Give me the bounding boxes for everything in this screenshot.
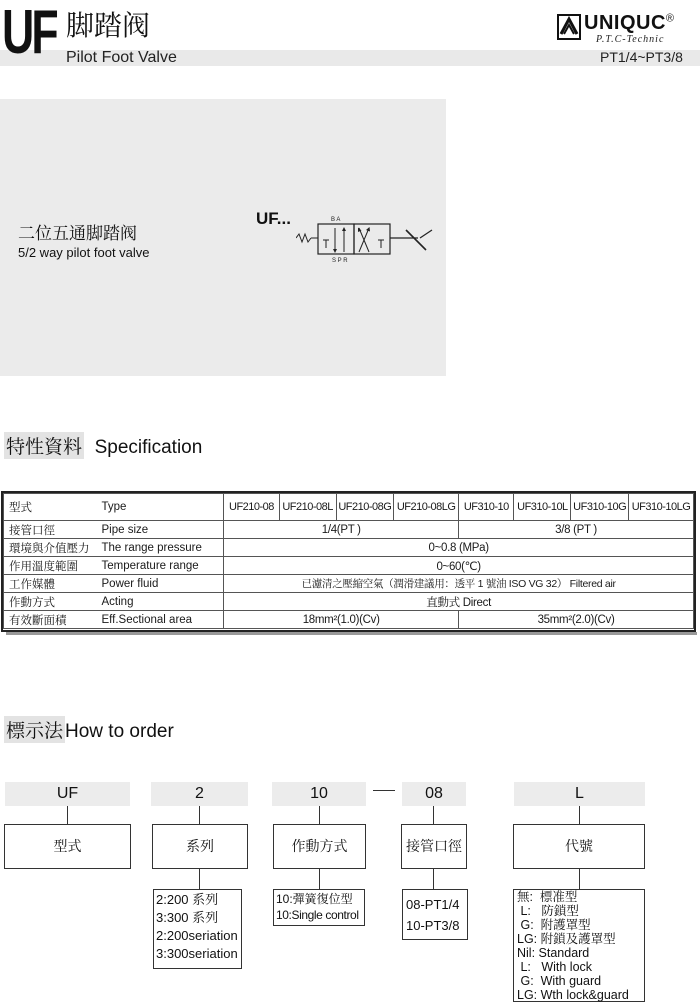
row-label-zh: 有效斷面積 (4, 611, 90, 629)
product-name-english: 5/2 way pilot foot valve (18, 245, 150, 260)
connector-line (319, 806, 320, 824)
valve-symbol-icon (296, 210, 436, 265)
option-item: 3:300seriation (156, 946, 238, 961)
label-pipe-size: 接管口徑 (401, 824, 467, 869)
options-acting (273, 889, 365, 926)
option-item: 10:彈簧復位型 (276, 892, 353, 906)
option-item: LG: 附鎖及護罩型 (517, 932, 616, 946)
option-item: L: With lock (517, 960, 593, 974)
row-label-en: Pipe size (90, 521, 224, 539)
model-cell: UF210-08L (279, 494, 336, 521)
connector-line (433, 806, 434, 824)
connector-line (67, 806, 68, 824)
symbol-label: UF... (256, 209, 291, 228)
option-item: 2:200 系列 (156, 892, 219, 907)
title-english: Pilot Foot Valve (66, 49, 177, 66)
ports-bottom-label: S P R (332, 258, 348, 264)
label-type: 型式 (4, 824, 131, 869)
options-pipe-size (402, 889, 468, 940)
size-range: PT1/4~PT3/8 (600, 49, 683, 65)
brand-registered: ® (665, 12, 675, 25)
row-label-zh: 工作媒體 (4, 575, 90, 593)
option-item: 無: 標准型 (517, 890, 578, 904)
row-label-zh: 接管口徑 (4, 521, 90, 539)
option-item: 10:Single control (276, 908, 359, 922)
spec-title-english: Specification (94, 437, 203, 458)
code-series: UF (5, 782, 130, 806)
row-label-en: The range pressure (90, 539, 224, 557)
connector-line (579, 806, 580, 824)
option-item: LG: Wth lock&guard (517, 988, 629, 1002)
table-shadow (6, 632, 697, 635)
connector-line (319, 869, 320, 889)
row-label-en: Eff.Sectional area (90, 611, 224, 629)
ports-top-label: B A (331, 217, 341, 223)
value-cell: 0~0.8 (MPa) (224, 539, 694, 557)
row-label-zh: 作動方式 (4, 593, 90, 611)
option-item: Nil: Standard (517, 946, 590, 960)
options-code (513, 889, 645, 1002)
option-item: L: 防鎖型 (517, 904, 579, 918)
model-cell: UF210-08G (336, 494, 394, 521)
model-cell: UF310-10 (459, 494, 514, 521)
brand-name (584, 12, 675, 35)
model-cell: UF310-10LG (628, 494, 693, 521)
option-item: G: With guard (517, 974, 602, 988)
option-item: 10-PT3/8 (406, 918, 460, 933)
option-item: G: 附護罩型 (517, 918, 591, 932)
order-title-chinese: 標示法 (4, 716, 65, 743)
value-cell: 1/4(PT ) (224, 521, 459, 539)
value-cell: 直動式 Direct (224, 593, 694, 611)
label-acting: 作動方式 (273, 824, 366, 869)
label-option-code: 代號 (513, 824, 645, 869)
row-label-zh: 作用溫度範圍 (4, 557, 90, 575)
row-label-en: Type (90, 494, 224, 521)
value-cell: 已濾清之壓縮空氣（潤滑建議用：透平 1 號油 ISO VG 32） Filtered air (224, 575, 694, 593)
code-acting: 10 (272, 782, 366, 806)
options-series (153, 889, 242, 969)
connector-line (199, 869, 200, 889)
code-size-series: 2 (151, 782, 248, 806)
label-series: 系列 (152, 824, 248, 869)
value-cell: 3/8 (PT ) (459, 521, 694, 539)
model-cell: UF210-08 (224, 494, 279, 521)
option-item: 08-PT1/4 (406, 897, 460, 912)
model-cell: UF210-08LG (394, 494, 459, 521)
connector-line (579, 869, 580, 889)
spec-section-title (4, 432, 202, 459)
row-label-zh: 環境與介值壓力 (4, 539, 90, 557)
connector-line (433, 869, 434, 889)
value-cell: 0~60(℃) (224, 557, 694, 575)
row-label-en: Temperature range (90, 557, 224, 575)
spec-table-frame (1, 491, 696, 632)
spec-title-chinese: 特性資料 (4, 432, 84, 459)
connector-line (199, 806, 200, 824)
option-item: 2:200seriation (156, 928, 238, 943)
model-cell: UF310-10L (514, 494, 571, 521)
brand-logo-icon (557, 14, 581, 40)
value-cell: 35mm²(2.0)(Cv) (459, 611, 694, 629)
brand-tagline: P.T.C-Technic (596, 34, 665, 45)
order-section-title (4, 716, 174, 743)
code-pipe-size: 08 (402, 782, 466, 806)
product-name-chinese: 二位五通脚踏阀 (18, 224, 137, 243)
code-option: L (514, 782, 645, 806)
value-cell: 18mm²(1.0)(Cv) (224, 611, 459, 629)
row-label-en: Acting (90, 593, 224, 611)
model-cell: UF310-10G (571, 494, 629, 521)
option-item: 3:300 系列 (156, 910, 219, 925)
title-chinese: 脚踏阀 (66, 10, 151, 41)
separator-dash (373, 790, 395, 791)
brand-text: UNIQUC (584, 12, 666, 34)
series-code: UF (2, 0, 56, 67)
order-title-english: How to order (65, 721, 174, 742)
row-label-zh: 型式 (4, 494, 90, 521)
row-label-en: Power fluid (90, 575, 224, 593)
